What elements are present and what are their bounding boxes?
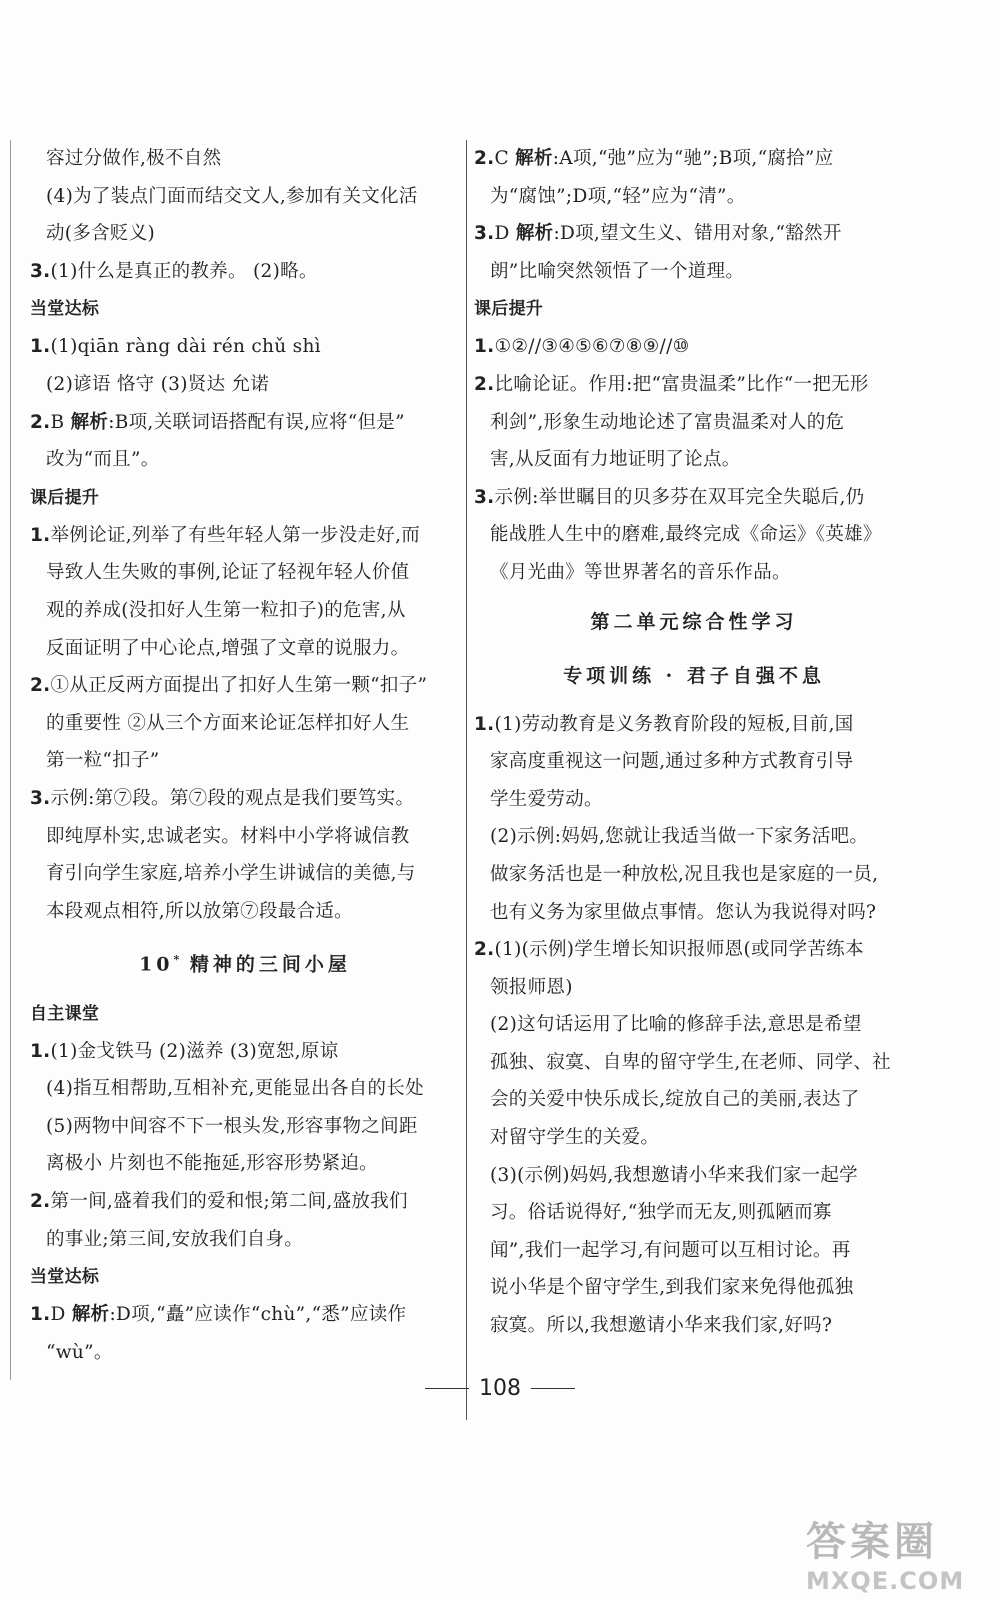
page-footer xyxy=(400,1376,600,1401)
answer-item xyxy=(474,215,914,253)
answer-item xyxy=(30,1033,460,1071)
item-number: 2. xyxy=(30,1190,51,1212)
answer-text: ①从正反两方面提出了扣好人生第一颗“扣子” xyxy=(50,675,428,697)
text-line: (5)两物中间容不下一根头发,形容事物之间距 xyxy=(46,1115,418,1137)
footer-rule-left xyxy=(425,1388,469,1389)
answer-item xyxy=(30,1183,460,1221)
title-text: 第二单元综合性学习 xyxy=(590,610,798,633)
answer-text: (1)qiān ràng dài rén chǔ shì xyxy=(50,336,321,358)
left-margin-rule xyxy=(10,140,11,1380)
answer-item xyxy=(30,253,460,291)
footer-rule-right xyxy=(531,1388,575,1389)
page-number: 108 xyxy=(479,1376,521,1401)
answer-text: C xyxy=(494,148,516,169)
text-line: 即纯厚朴实,忠诚老实。材料中小学将诚信教 xyxy=(46,825,410,847)
answer-item xyxy=(474,366,914,404)
text-line: 导致人生失败的事例,论证了轻视年轻人价值 xyxy=(46,562,410,584)
text-line: 闻”,我们一起学习,有问题可以互相讨论。再 xyxy=(490,1239,851,1261)
text-line: 说小华是个留守学生,到我们家来免得他孤独 xyxy=(490,1277,854,1299)
analysis-label: 解析 xyxy=(70,411,109,433)
text-line: (2)这句话运用了比喻的修辞手法,意思是希望 xyxy=(490,1014,862,1036)
text-line: 会的关爱中快乐成长,绽放自己的美丽,表达了 xyxy=(490,1089,860,1111)
answer-text: 比喻论证。作用:把“富贵温柔”比作“一把无形 xyxy=(494,373,869,395)
watermark-text-en: MXQE.COM xyxy=(806,1567,965,1595)
section-heading: 当堂达标 xyxy=(30,299,100,320)
answer-text: B xyxy=(50,411,71,433)
lesson-number: 10 xyxy=(139,953,174,976)
item-number: 1. xyxy=(474,336,495,358)
text-line: 为“腐蚀”;D项,“轻”应为“清”。 xyxy=(490,185,746,207)
text-line: 家高度重视这一问题,通过多种方式教育引导 xyxy=(490,751,854,773)
text-line: 离极小 片刻也不能拖延,形容形势紧迫。 xyxy=(46,1153,378,1175)
text-line: 本段观点相符,所以放第⑦段最合适。 xyxy=(46,900,353,922)
section-heading: 当堂达标 xyxy=(30,1267,100,1288)
text-line: 能战胜人生中的磨难,最终完成《命运》《英雄》 xyxy=(490,524,882,546)
text-line: 孤独、寂寞、自卑的留守学生,在老师、同学、社 xyxy=(490,1051,891,1073)
item-number: 2. xyxy=(30,675,51,697)
section-title xyxy=(30,936,460,988)
text-line: 的重要性 ②从三个方面来论证怎样扣好人生 xyxy=(46,712,410,734)
answer-text: 示例:举世瞩目的贝多芬在双耳完全失聪后,仍 xyxy=(494,486,865,508)
text-line: 害,从反面有力地证明了论点。 xyxy=(490,449,741,471)
analysis-text: :A项,“弛”应为“驰”;B项,“腐拾”应 xyxy=(552,148,834,169)
text-line: 做家务活也是一种放松,况且我也是家庭的一员, xyxy=(490,863,879,885)
item-number: 2. xyxy=(474,939,495,961)
item-number: 1. xyxy=(474,713,495,735)
item-number: 3. xyxy=(474,486,495,508)
lesson-mark: * xyxy=(173,953,180,967)
text-line: 改为“而且”。 xyxy=(46,449,160,471)
watermark-logo xyxy=(806,1510,986,1596)
item-number: 1. xyxy=(30,336,51,358)
answer-item xyxy=(474,931,914,969)
answer-item xyxy=(474,479,914,517)
item-number: 3. xyxy=(30,260,51,282)
text-line: 对留守学生的关爱。 xyxy=(490,1127,660,1149)
column-divider xyxy=(466,140,467,1420)
text-line: (3)(示例)妈妈,我想邀请小华来我们家一起学 xyxy=(490,1164,858,1186)
section-title xyxy=(474,598,914,646)
left-column xyxy=(30,140,460,1371)
text-line: (2)示例:妈妈,您就让我适当做一下家务活吧。 xyxy=(490,826,869,848)
answer-item xyxy=(30,667,460,705)
text-line: 领报师恩) xyxy=(490,976,573,998)
text-line: 朗”比喻突然领悟了一个道理。 xyxy=(490,260,745,282)
item-number: 2. xyxy=(474,148,495,169)
item-number: 1. xyxy=(30,524,51,546)
answer-text: 第一间,盛着我们的爱和恨;第二间,盛放我们 xyxy=(50,1190,408,1212)
text-line: (4)为了装点门面而结交文人,参加有关文化活 xyxy=(46,185,418,207)
text-line: (2)谚语 恪守 (3)贤达 允诺 xyxy=(46,373,270,395)
text-line: 也有义务为家里做点事情。您认为我说得对吗? xyxy=(490,901,877,923)
answer-item xyxy=(30,1296,460,1334)
text-line: 的事业;第三间,安放我们自身。 xyxy=(46,1228,304,1250)
text-line: 动(多含贬义) xyxy=(46,223,156,245)
item-number: 1. xyxy=(30,1304,51,1326)
section-heading: 课后提升 xyxy=(474,299,544,320)
answer-item xyxy=(30,404,460,442)
analysis-text: :D项,“矗”应读作“chù”,“悉”应读作 xyxy=(109,1304,407,1326)
analysis-text: :D项,望文生义、错用对象,“豁然开 xyxy=(553,223,842,245)
text-line: 容过分做作,极不自然 xyxy=(46,148,222,169)
answer-text: ①②//③④⑤⑥⑦⑧⑨//⑩ xyxy=(494,336,690,358)
section-heading: 自主课堂 xyxy=(30,1003,100,1024)
analysis-label: 解析 xyxy=(71,1304,110,1326)
analysis-text: :B项,关联词语搭配有误,应将“但是” xyxy=(108,411,405,433)
answer-text: 举例论证,列举了有些年轻人第一步没走好,而 xyxy=(50,524,421,546)
answer-text: D xyxy=(50,1304,72,1326)
section-title xyxy=(474,652,914,700)
watermark-text-cn: 答案圈 xyxy=(806,1519,938,1565)
text-line: 《月光曲》等世界著名的音乐作品。 xyxy=(490,561,791,583)
text-line: 利剑”,形象生动地论述了富贵温柔对人的危 xyxy=(490,411,845,433)
analysis-label: 解析 xyxy=(515,148,553,169)
text-line: 反面证明了中心论点,增强了文章的说服力。 xyxy=(46,637,410,659)
text-line: (4)指互相帮助,互相补充,更能显出各自的长处 xyxy=(46,1078,424,1100)
item-number: 3. xyxy=(30,787,51,809)
answer-item xyxy=(474,706,914,744)
analysis-label: 解析 xyxy=(515,223,554,245)
text-line: 第一粒“扣子” xyxy=(46,750,160,772)
answer-text: (1)劳动教育是义务教育阶段的短板,目前,国 xyxy=(494,713,854,735)
item-number: 1. xyxy=(30,1040,51,1062)
right-column xyxy=(474,140,914,1345)
item-number: 3. xyxy=(474,223,495,245)
answer-item xyxy=(474,328,914,366)
text-line: 习。俗话说得好,“独学而无友,则孤陋而寡 xyxy=(490,1202,832,1224)
answer-text: D xyxy=(494,223,516,245)
answer-text: (1)什么是真正的教养。 (2)略。 xyxy=(50,260,318,282)
text-line: “wù”。 xyxy=(46,1341,113,1363)
section-heading: 课后提升 xyxy=(30,487,100,508)
answer-item xyxy=(30,780,460,818)
text-line: 学生爱劳动。 xyxy=(490,788,603,810)
title-text: 精神的三间小屋 xyxy=(189,953,351,976)
answer-text: 示例:第⑦段。第⑦段的观点是我们要笃实。 xyxy=(50,787,415,809)
answer-item xyxy=(30,517,460,555)
text-line: 观的养成(没扣好人生第一粒扣子)的危害,从 xyxy=(46,599,406,621)
text-line: 育引向学生家庭,培养小学生讲诚信的美德,与 xyxy=(46,863,416,885)
answer-text: (1)金戈铁马 (2)滋养 (3)宽恕,原谅 xyxy=(50,1040,339,1062)
item-number: 2. xyxy=(474,373,495,395)
title-text: 专项训练 · 君子自强不息 xyxy=(563,664,825,687)
answer-item xyxy=(30,328,460,366)
item-number: 2. xyxy=(30,411,51,433)
answer-text: (1)(示例)学生增长知识报师恩(或同学苦练本 xyxy=(494,939,864,961)
text-line: 寂寞。所以,我想邀请小华来我们家,好吗? xyxy=(490,1315,833,1337)
answer-item xyxy=(474,140,914,178)
